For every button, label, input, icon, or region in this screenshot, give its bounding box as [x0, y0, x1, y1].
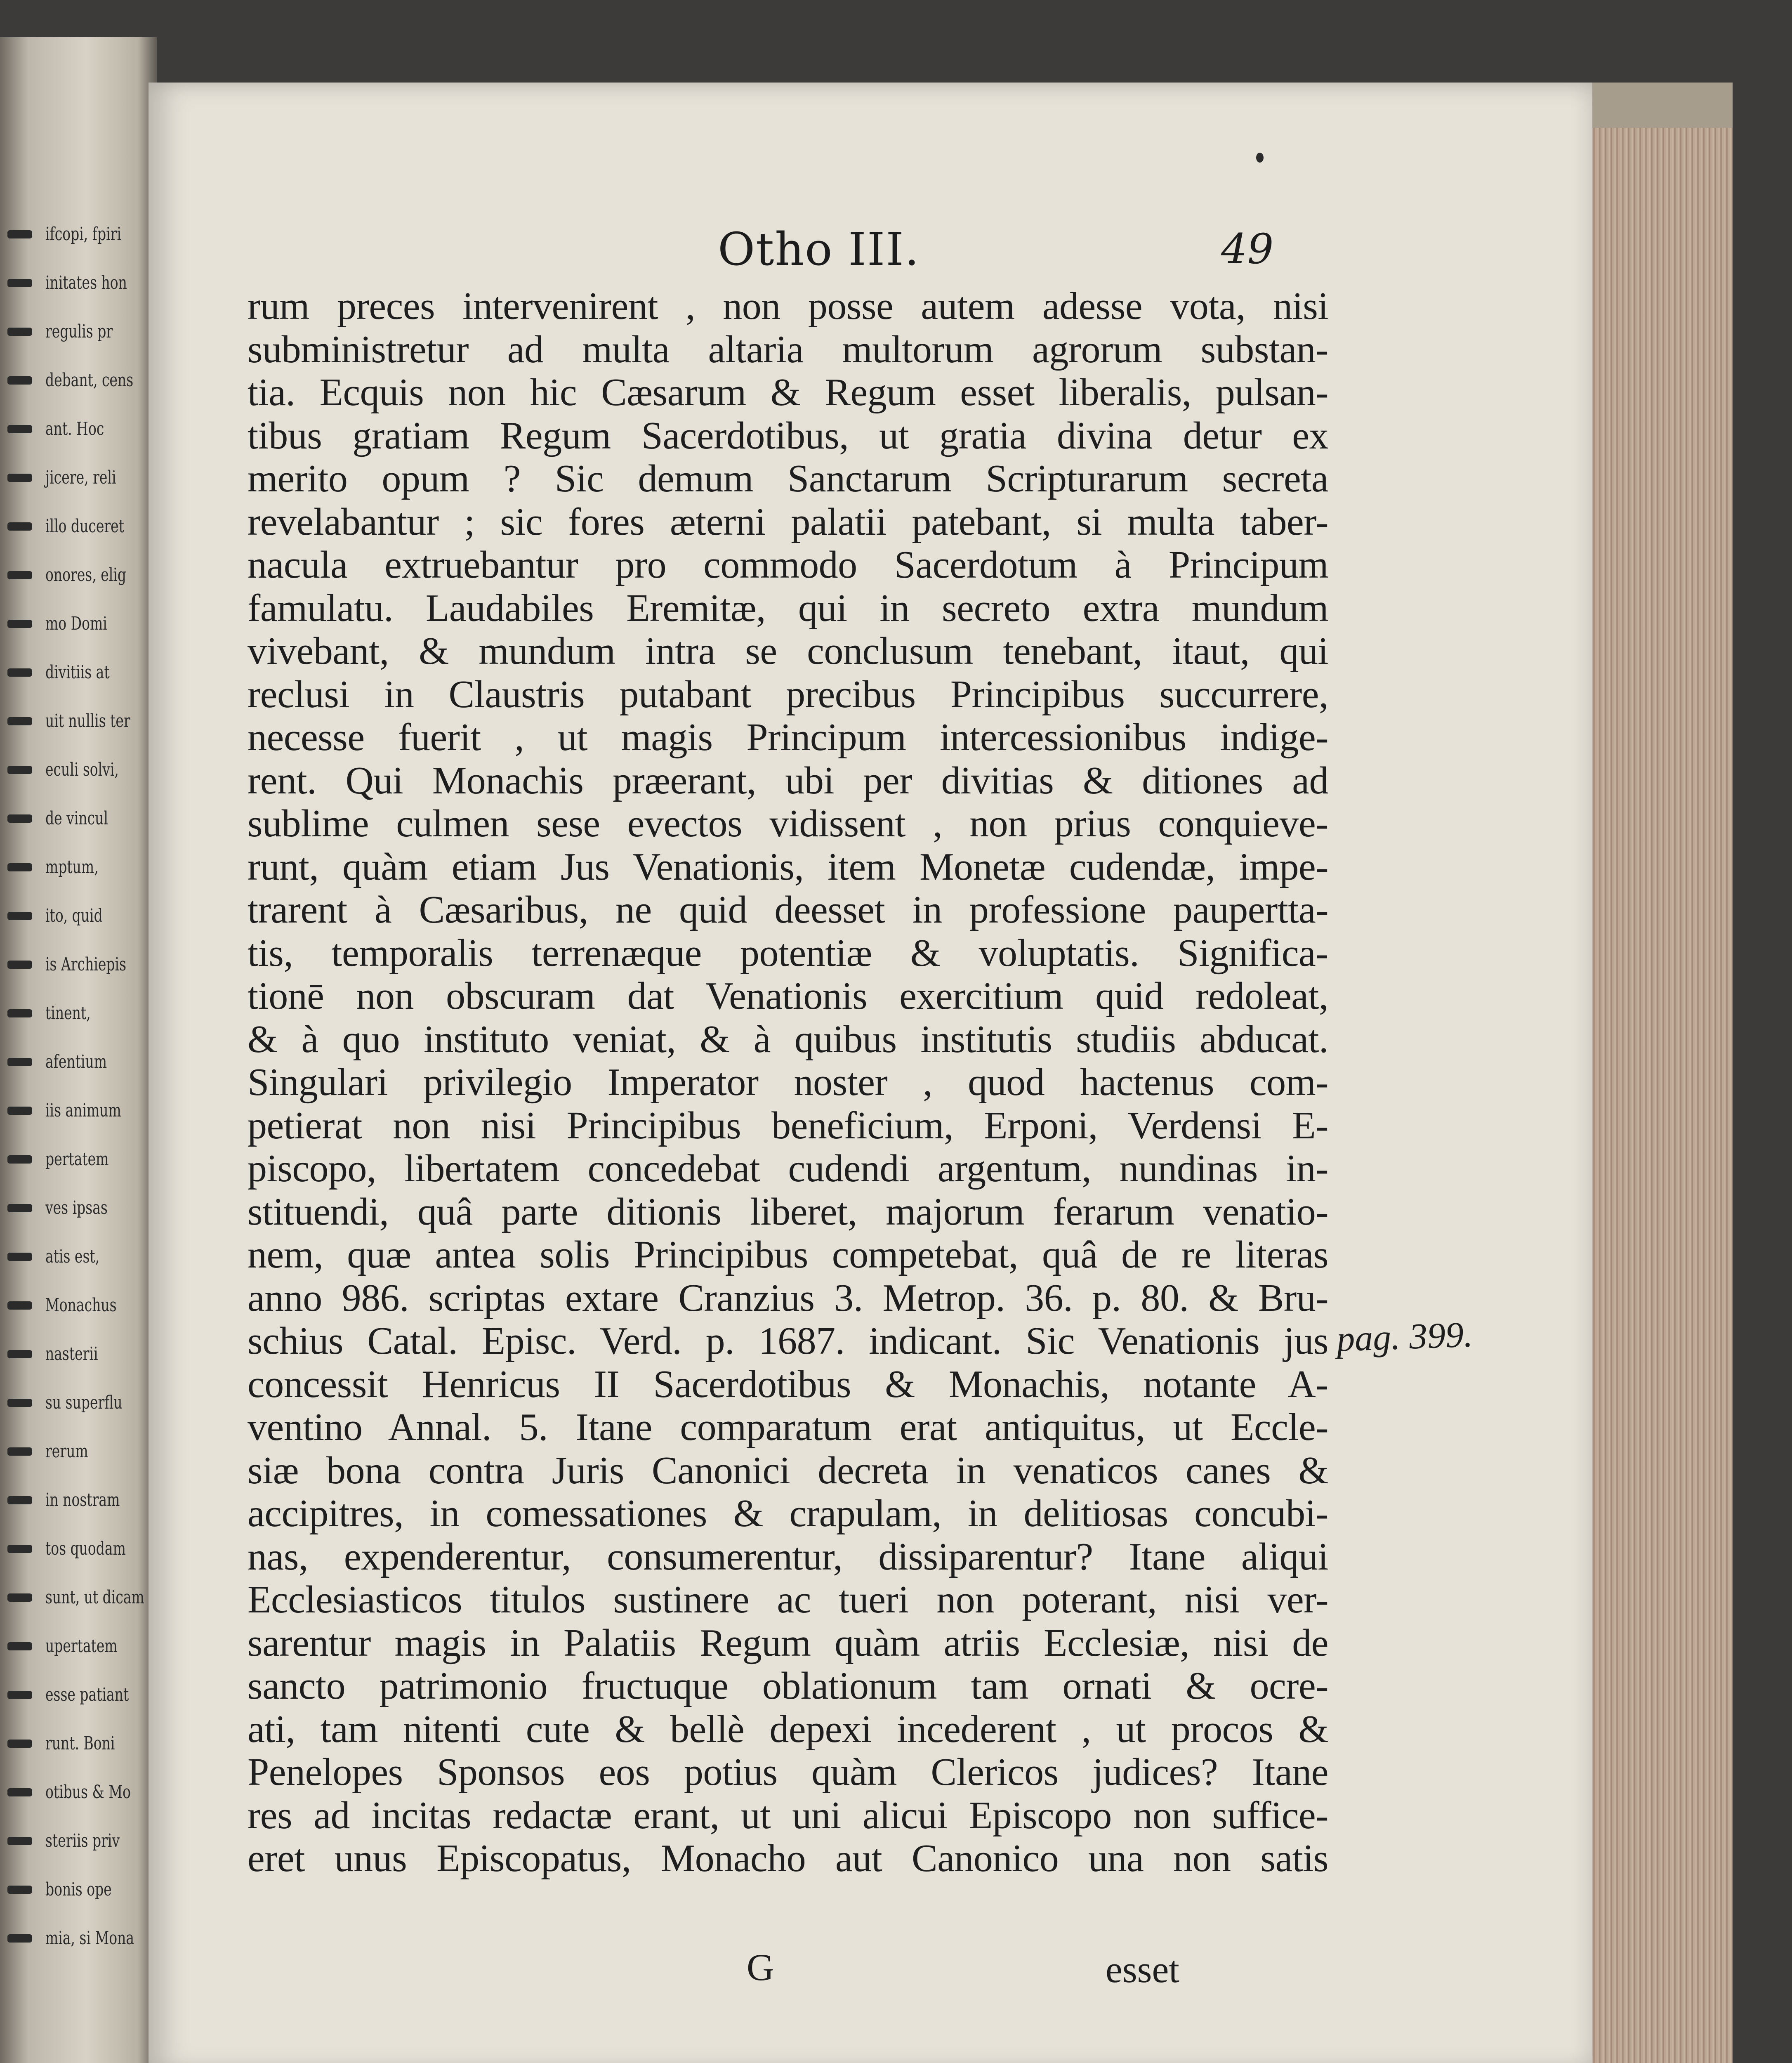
left-page-line: regulis pr — [45, 321, 113, 342]
left-page-line: divitiis at — [45, 662, 110, 683]
text-line: rum preces intervenirent , non posse autem adesse vota, nisi — [248, 285, 1328, 328]
left-page-mark — [7, 668, 32, 677]
left-facing-page — [0, 37, 157, 2063]
left-page-mark — [7, 863, 32, 871]
left-page-mark — [7, 717, 32, 725]
left-page-line: pertatem — [45, 1149, 109, 1170]
text-line: sublime culmen sese evectos vidissent , non prius conquieve- — [248, 802, 1328, 845]
left-page-mark — [7, 1447, 32, 1456]
left-page-line: otibus & Mo — [45, 1782, 131, 1803]
page-block-top — [1584, 83, 1733, 128]
left-page-mark — [7, 1496, 32, 1504]
left-page-line: ito, quid — [45, 905, 103, 926]
left-page-line: nasterii — [45, 1343, 98, 1364]
text-line: accipitres, in comessationes & crapulam, in delitiosas concubi- — [248, 1492, 1328, 1535]
text-line: necesse fuerit , ut magis Principum intercessionibus indige- — [248, 716, 1328, 759]
text-line: tis, temporalis terrenæque potentiæ & voluptatis. Significa- — [248, 931, 1328, 975]
left-page-mark — [7, 522, 32, 531]
text-line: & à quo instituto veniat, & à quibus institutis studiis abducat. — [248, 1017, 1328, 1061]
text-line: reclusi in Claustris putabant precibus Principibus succurrere, — [248, 673, 1328, 716]
left-page-line: debant, cens — [45, 370, 134, 391]
left-page-line: bonis ope — [45, 1879, 112, 1900]
left-page-mark — [7, 1886, 32, 1894]
text-line: runt, quàm etiam Jus Venationis, item Monetæ cudendæ, impe- — [248, 845, 1328, 888]
left-page-line: tos quodam — [45, 1538, 126, 1559]
left-page-mark — [7, 1934, 32, 1943]
text-line: ati, tam nitenti cute & bellè depexi incederent , ut procos & — [248, 1707, 1328, 1751]
text-line: rent. Qui Monachis præerant, ubi per divitias & ditiones ad — [248, 759, 1328, 802]
left-page-line: atis est, — [45, 1246, 100, 1267]
left-page-line: is Archiepis — [45, 954, 127, 975]
text-line: sancto patrimonio fructuque oblationum tam ornati & ocre- — [248, 1664, 1328, 1707]
text-line: anno 986. scriptas extare Cranzius 3. Metrop. 36. p. 80. & Bru- — [248, 1276, 1328, 1319]
left-page-mark — [7, 1301, 32, 1310]
text-line: petierat non nisi Principibus beneficium, Erponi, Verdensi E- — [248, 1104, 1328, 1147]
left-page-mark — [7, 814, 32, 823]
left-page-line: mptum, — [45, 857, 99, 878]
left-page-mark — [7, 1107, 32, 1115]
left-page-mark — [7, 1009, 32, 1017]
left-page-mark — [7, 1642, 32, 1650]
main-page — [149, 83, 1592, 2063]
page-number: 49 — [1221, 225, 1274, 273]
left-page-line: uit nullis ter — [45, 710, 130, 732]
left-page-mark — [7, 961, 32, 969]
left-page-line: tinent, — [45, 1003, 91, 1024]
text-line: Ecclesiasticos titulos sustinere ac tueri non poterant, nisi ver- — [248, 1578, 1328, 1621]
left-page-mark — [7, 1058, 32, 1066]
left-page-line: in nostram — [45, 1489, 120, 1511]
left-page-mark — [7, 1253, 32, 1261]
left-page-mark — [7, 1204, 32, 1212]
text-line: nem, quæ antea solis Principibus competebat, quâ de re literas — [248, 1233, 1328, 1276]
page-block-edge — [1584, 83, 1733, 2063]
left-page-mark — [7, 1155, 32, 1164]
text-line: vivebant, & mundum intra se conclusum tenebant, itaut, qui — [248, 630, 1328, 673]
left-page-line: upertatem — [45, 1636, 118, 1657]
text-line: tibus gratiam Regum Sacerdotibus, ut gratia divina detur ex — [248, 414, 1328, 457]
left-page-line: runt. Boni — [45, 1733, 115, 1754]
catchword: esset — [1106, 1948, 1179, 1990]
left-page-line: su superflu — [45, 1392, 123, 1413]
text-line: ventino Annal. 5. Itane comparatum erat antiquitus, ut Eccle- — [248, 1406, 1328, 1449]
left-page-line: eculi solvi, — [45, 759, 119, 780]
left-page-line: afentium — [45, 1051, 107, 1072]
left-page-line: mia, si Mona — [45, 1928, 134, 1949]
left-page-line: ifcopi, fpiri — [45, 224, 122, 245]
left-page-line: ves ipsas — [45, 1197, 108, 1218]
text-line: subministretur ad multa altaria multorum agrorum substan- — [248, 328, 1328, 371]
left-page-line: steriis priv — [45, 1830, 120, 1851]
left-page-mark — [7, 912, 32, 920]
left-page-mark — [7, 230, 32, 238]
left-page-line: sunt, ut dicam — [45, 1587, 144, 1608]
text-line: Penelopes Sponsos eos potius quàm Clericos judices? Itane — [248, 1751, 1328, 1794]
left-page-mark — [7, 1593, 32, 1602]
left-page-mark — [7, 620, 32, 628]
left-page-mark — [7, 1350, 32, 1358]
margin-note: pag. 399. — [1336, 1315, 1474, 1360]
left-page-mark — [7, 766, 32, 774]
text-line: revelabantur ; sic fores æterni palatii patebant, si multa taber- — [248, 500, 1328, 543]
left-page-mark — [7, 1399, 32, 1407]
signature-mark: G — [747, 1946, 774, 1988]
ink-speck — [1256, 153, 1264, 163]
left-page-mark — [7, 1740, 32, 1748]
left-page-mark — [7, 1545, 32, 1553]
left-page-line: jicere, reli — [45, 467, 116, 488]
left-page-line: ant. Hoc — [45, 418, 104, 439]
left-page-mark — [7, 1788, 32, 1796]
left-page-line: esse patiant — [45, 1684, 129, 1705]
text-line: schius Catal. Episc. Verd. p. 1687. indicant. Sic Venationis jus — [248, 1319, 1328, 1362]
left-page-line: Monachus — [45, 1295, 117, 1316]
left-page-mark — [7, 328, 32, 336]
text-line: concessit Henricus II Sacerdotibus & Monachis, notante A- — [248, 1362, 1328, 1406]
left-page-line: rerum — [45, 1441, 88, 1462]
text-line: tia. Ecquis non hic Cæsarum & Regum esset liberalis, pulsan- — [248, 371, 1328, 414]
text-line: famulatu. Laudabiles Eremitæ, qui in secreto extra mundum — [248, 586, 1328, 630]
left-page-mark — [7, 571, 32, 579]
text-line: tionē non obscuram dat Venationis exercitium quid redoleat, — [248, 975, 1328, 1017]
left-page-mark — [7, 1691, 32, 1699]
left-page-line: de vincul — [45, 808, 108, 829]
left-page-line: initates hon — [45, 272, 127, 293]
text-line: trarent à Cæsaribus, ne quid deesset in professione paupertta- — [248, 888, 1328, 931]
left-page-mark — [7, 425, 32, 433]
left-page-line: mo Domi — [45, 613, 107, 634]
text-line: Singulari privilegio Imperator noster , quod hactenus com- — [248, 1061, 1328, 1104]
left-page-mark — [7, 376, 32, 385]
text-line: nacula extruebantur pro commodo Sacerdotum à Principum — [248, 543, 1328, 586]
left-page-line: onores, elig — [45, 564, 126, 585]
text-line: stituendi, quâ parte ditionis liberet, majorum ferarum venatio- — [248, 1190, 1328, 1233]
text-line: merito opum ? Sic demum Sanctarum Scripturarum secreta — [248, 457, 1328, 500]
left-page-mark — [7, 1837, 32, 1845]
text-line: sarentur magis in Palatiis Regum quàm atriis Ecclesiæ, nisi de — [248, 1621, 1328, 1664]
text-line: nas, expenderentur, consumerentur, dissiparentur? Itane aliqui — [248, 1535, 1328, 1578]
running-head: Otho III. — [718, 223, 920, 276]
text-line: piscopo, libertatem concedebat cudendi argentum, nundinas in- — [248, 1147, 1328, 1190]
left-page-mark — [7, 474, 32, 482]
text-line: res ad incitas redactæ erant, ut uni alicui Episcopo non suffice- — [248, 1794, 1328, 1837]
left-page-line: iis animum — [45, 1100, 121, 1121]
body-text — [248, 285, 1328, 1880]
left-page-line: illo duceret — [45, 516, 124, 537]
text-line: siæ bona contra Juris Canonici decreta in venaticos canes & — [248, 1449, 1328, 1492]
left-page-mark — [7, 279, 32, 287]
text-line: eret unus Episcopatus, Monacho aut Canonico una non satis — [248, 1837, 1328, 1880]
